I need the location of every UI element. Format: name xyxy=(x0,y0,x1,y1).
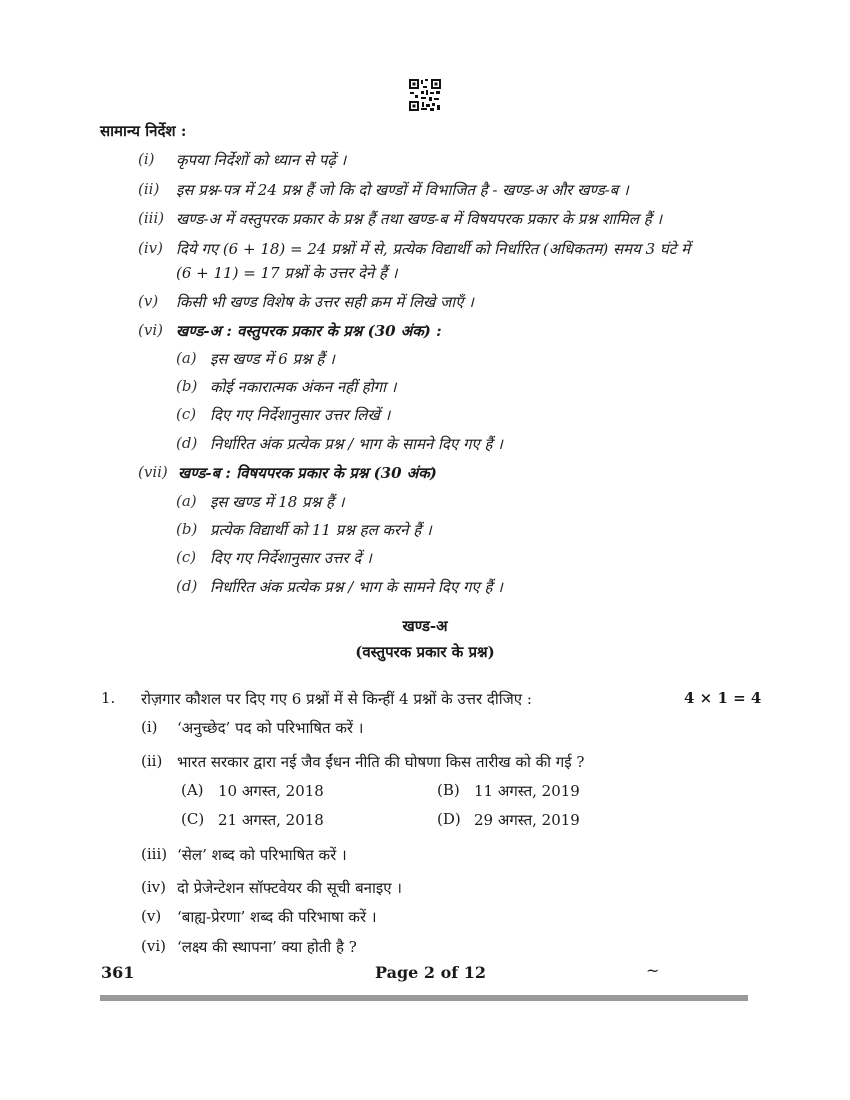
part-number: (i) xyxy=(141,718,158,736)
instructions-heading: सामान्य निर्देश : xyxy=(100,122,187,140)
question-text: रोज़गार कौशल पर दिए गए 6 प्रश्नों में से किन्हीं 4 प्रश्नों के उत्तर दीजिए : xyxy=(141,690,532,708)
option-label: (C) xyxy=(181,810,205,828)
option-label: (A) xyxy=(181,781,204,799)
part-number: (iii) xyxy=(141,845,168,863)
option-text: 11 अगस्त, 2019 xyxy=(474,782,580,800)
option-label: (D) xyxy=(437,810,461,828)
option-text: 10 अगस्त, 2018 xyxy=(218,782,324,800)
part-text: ‘लक्ष्य की स्थापना’ क्या होती है ? xyxy=(177,938,357,956)
question-marks: 4 × 1 = 4 xyxy=(684,689,762,707)
part-number: (iv) xyxy=(141,878,166,896)
question-number: 1. xyxy=(101,689,116,707)
section-title: खण्ड-अ xyxy=(402,617,448,635)
part-text: दो प्रेजेन्टेशन सॉफ्टवेयर की सूची बनाइए । xyxy=(177,879,402,897)
paper-code: 361 xyxy=(101,963,135,982)
option-label: (B) xyxy=(437,781,460,799)
page-number: Page 2 of 12 xyxy=(375,963,486,982)
qr-code xyxy=(408,78,442,112)
part-text: ‘अनुच्छेद’ पद को परिभाषित करें । xyxy=(177,719,364,737)
option-text: 29 अगस्त, 2019 xyxy=(474,811,580,829)
footer-mark: ~ xyxy=(646,961,660,980)
option-text: 21 अगस्त, 2018 xyxy=(218,811,324,829)
part-text: ‘बाह्य-प्रेरणा’ शब्द की परिभाषा करें । xyxy=(177,908,377,926)
part-number: (ii) xyxy=(141,752,163,770)
part-text: भारत सरकार द्वारा नई जैव ईंधन नीति की घोषणा किस तारीख को की गई ? xyxy=(177,753,585,771)
part-number: (v) xyxy=(141,907,162,925)
section-subtitle: (वस्तुपरक प्रकार के प्रश्न) xyxy=(355,643,495,661)
footer-bar xyxy=(100,995,748,1001)
part-text: ‘सेल’ शब्द को परिभाषित करें । xyxy=(177,846,347,864)
part-number: (vi) xyxy=(141,937,166,955)
